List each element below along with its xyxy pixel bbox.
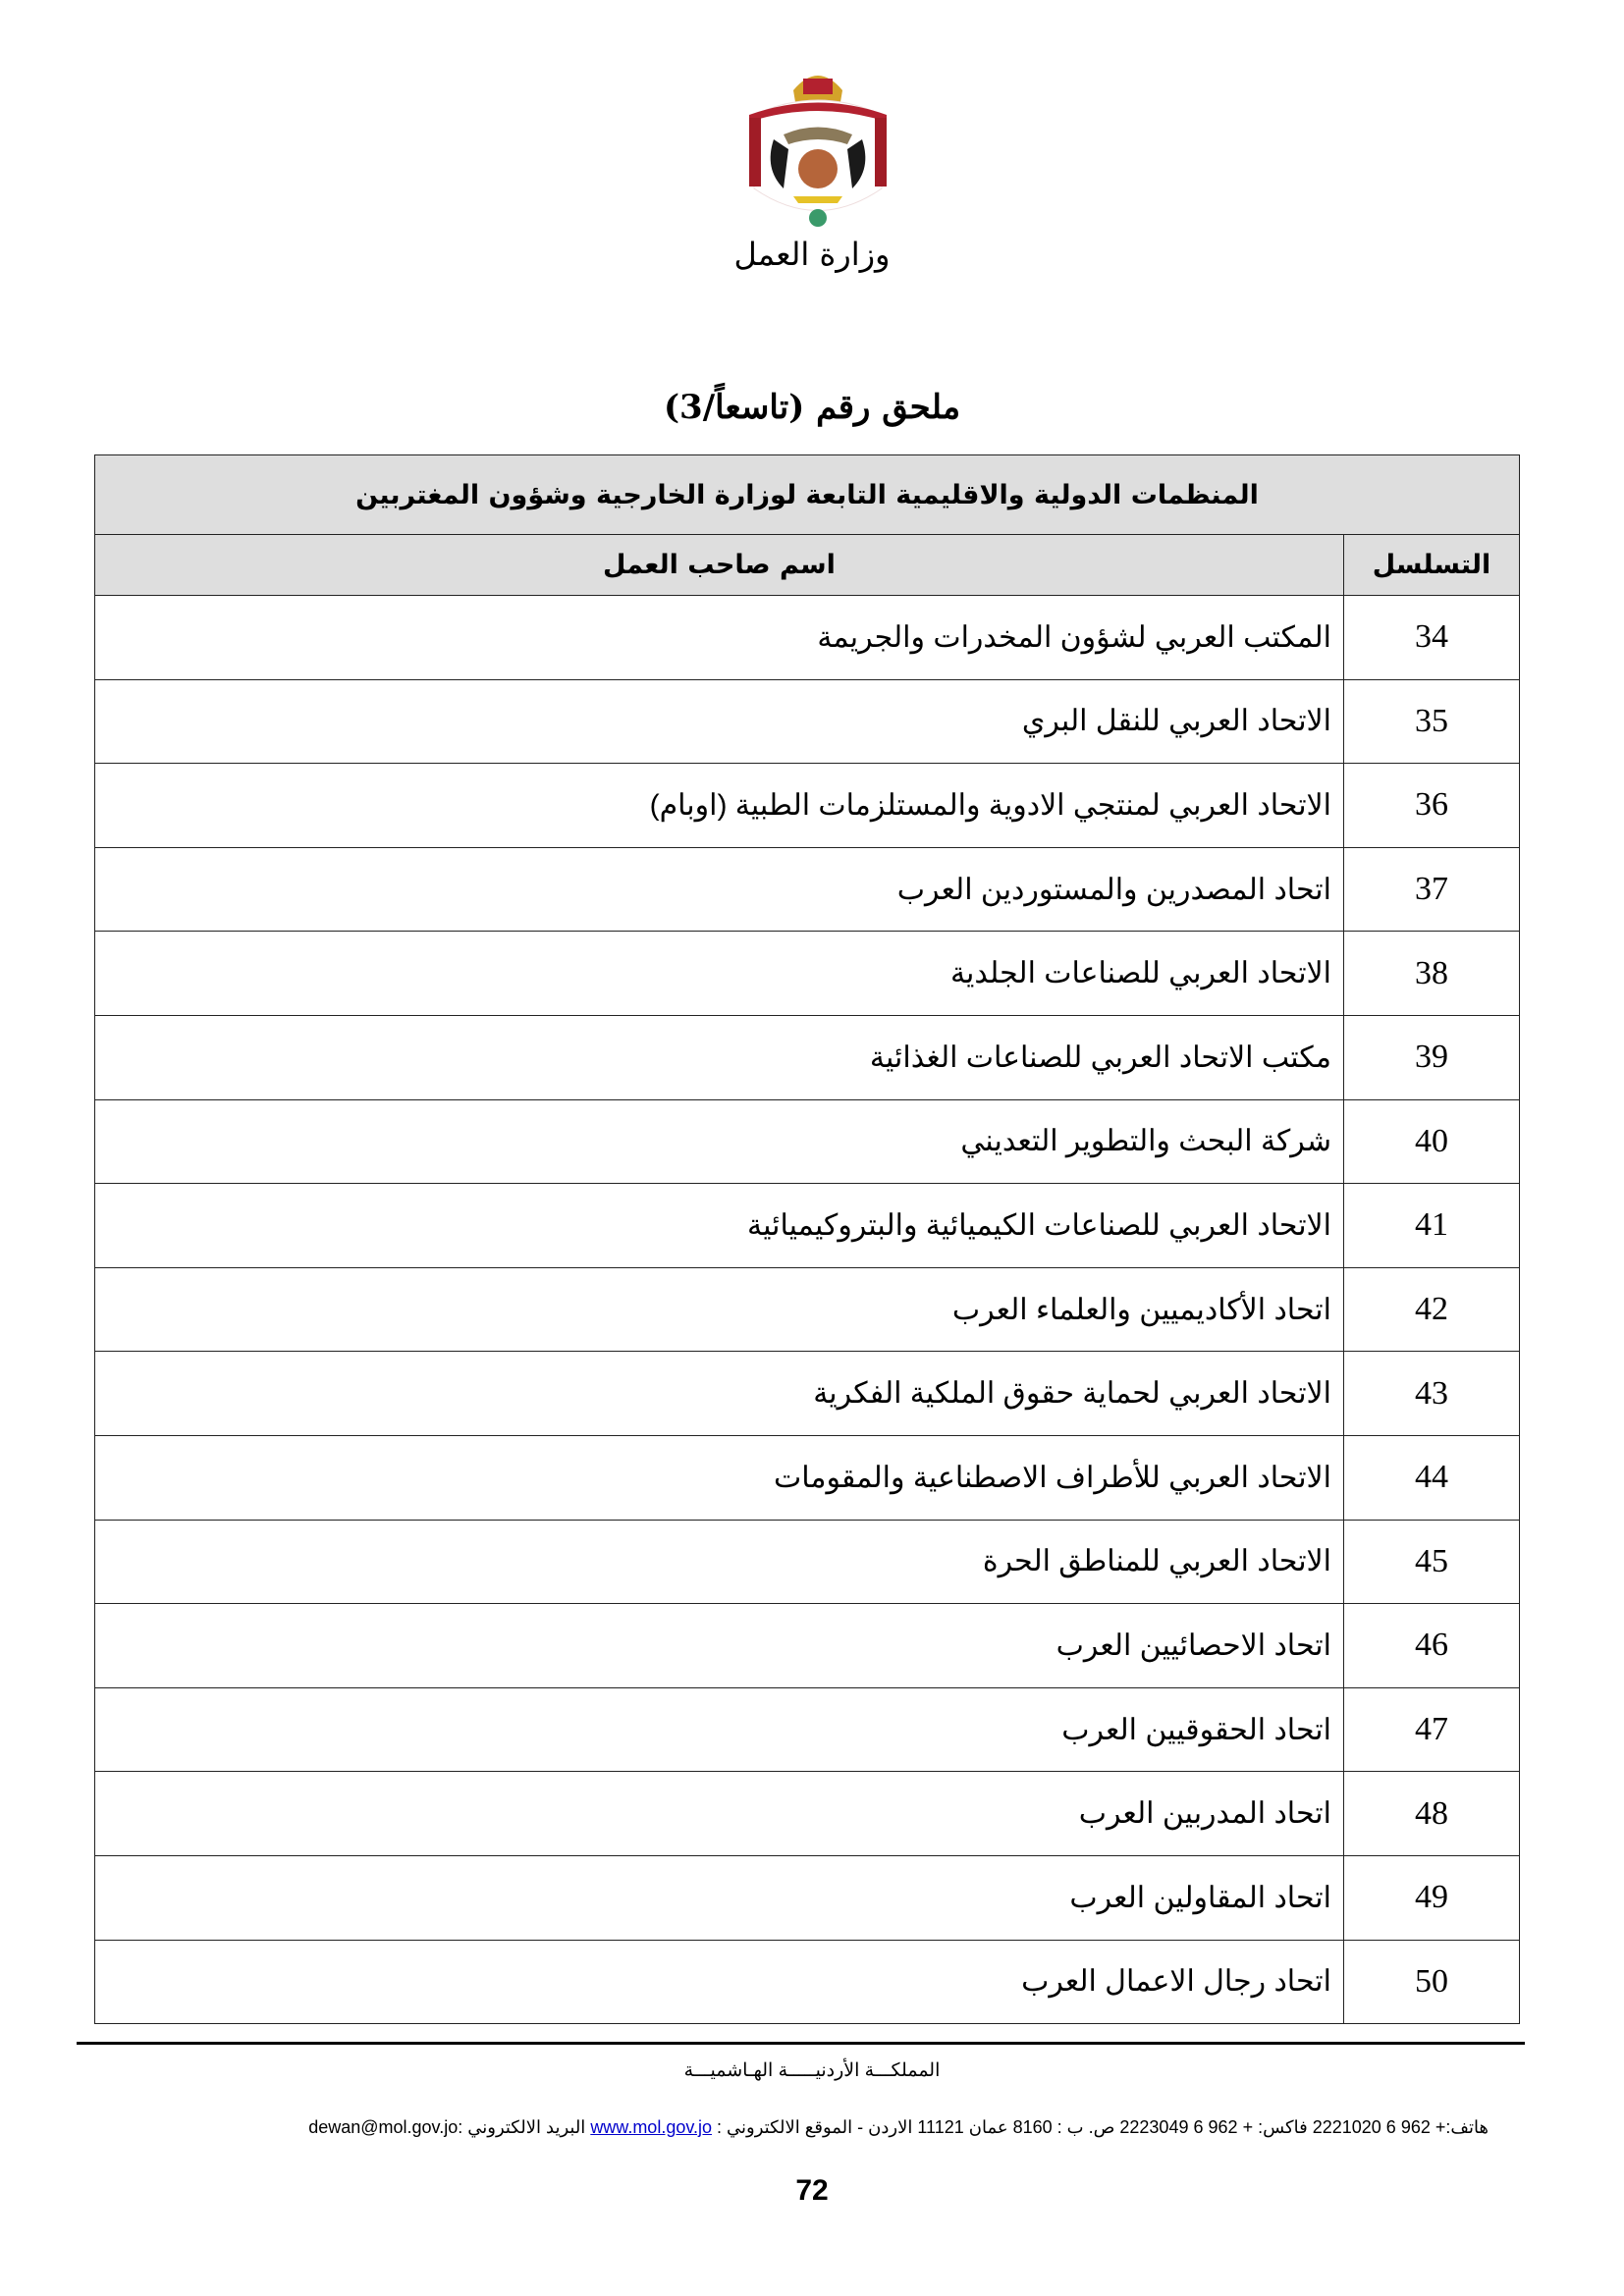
- employer-name-cell: اتحاد المصدرين والمستوردين العرب: [95, 847, 1344, 932]
- serial-cell: 34: [1344, 596, 1520, 680]
- employer-name-cell: الاتحاد العربي لحماية حقوق الملكية الفكرية: [95, 1352, 1344, 1436]
- serial-cell: 40: [1344, 1099, 1520, 1184]
- table-row: [95, 1352, 1520, 1436]
- annex-title: ملحق رقم (تاسعاً/3): [663, 388, 961, 427]
- jordan-coat-of-arms-emblem: [734, 61, 901, 238]
- serial-cell: 44: [1344, 1435, 1520, 1520]
- serial-cell: 39: [1344, 1015, 1520, 1099]
- table-row: [95, 1772, 1520, 1856]
- table-row: [95, 764, 1520, 848]
- table-row: [95, 1015, 1520, 1099]
- employer-name-cell: الاتحاد العربي للنقل البري: [95, 679, 1344, 764]
- employer-name-cell: الاتحاد العربي لمنتجي الادوية والمستلزمات الطبية (اوبام): [95, 764, 1344, 848]
- table-row: [95, 1099, 1520, 1184]
- table-row: [95, 1604, 1520, 1688]
- serial-cell: 35: [1344, 679, 1520, 764]
- employer-name-cell: اتحاد الاحصائيين العرب: [95, 1604, 1344, 1688]
- table-row: [95, 596, 1520, 680]
- ministry-name: وزارة العمل: [733, 236, 891, 273]
- employer-name-cell: الاتحاد العربي للصناعات الكيميائية والبتروكيميائية: [95, 1184, 1344, 1268]
- table-row: [95, 932, 1520, 1016]
- employer-name-cell: اتحاد رجال الاعمال العرب: [95, 1940, 1344, 2024]
- serial-cell: 42: [1344, 1267, 1520, 1352]
- serial-cell: 45: [1344, 1520, 1520, 1604]
- organizations-table: [94, 454, 1520, 2024]
- footer-kingdom: المملكـــة الأردنيـــــة الهـاشميـــة: [683, 2060, 941, 2081]
- employer-name-cell: المكتب العربي لشؤون المخدرات والجريمة: [95, 596, 1344, 680]
- employer-name-cell: الاتحاد العربي للأطراف الاصطناعية والمقومات: [95, 1435, 1344, 1520]
- column-header-name: اسم صاحب العمل: [95, 535, 1344, 596]
- serial-cell: 47: [1344, 1687, 1520, 1772]
- contact-email: البريد الالكتروني :dewan@mol.gov.jo: [308, 2117, 591, 2137]
- column-header-serial: التسلسل: [1344, 535, 1520, 596]
- website-link[interactable]: www.mol.gov.jo: [590, 2117, 713, 2137]
- serial-cell: 36: [1344, 764, 1520, 848]
- employer-name-cell: الاتحاد العربي للمناطق الحرة: [95, 1520, 1344, 1604]
- footer-divider: [77, 2042, 1525, 2045]
- serial-cell: 50: [1344, 1940, 1520, 2024]
- serial-cell: 37: [1344, 847, 1520, 932]
- contact-phone-fax-address: هاتف:+ 962 6 2221020 فاكس: + 962 6 2223049 ص. ب : 8160 عمان 11121 الاردن - الموقع الالكتروني :: [712, 2117, 1489, 2137]
- table-row: [95, 1184, 1520, 1268]
- table-row: [95, 847, 1520, 932]
- table-row: [95, 1940, 1520, 2024]
- serial-cell: 48: [1344, 1772, 1520, 1856]
- table-row: [95, 1267, 1520, 1352]
- serial-cell: 43: [1344, 1352, 1520, 1436]
- serial-cell: 49: [1344, 1855, 1520, 1940]
- table-row: [95, 1687, 1520, 1772]
- page-number: 72: [795, 2174, 829, 2207]
- table-row: [95, 1855, 1520, 1940]
- employer-name-cell: مكتب الاتحاد العربي للصناعات الغذائية: [95, 1015, 1344, 1099]
- footer-contact: [308, 2117, 1489, 2138]
- serial-cell: 41: [1344, 1184, 1520, 1268]
- employer-name-cell: اتحاد المقاولين العرب: [95, 1855, 1344, 1940]
- employer-name-cell: شركة البحث والتطوير التعديني: [95, 1099, 1344, 1184]
- employer-name-cell: اتحاد المدربين العرب: [95, 1772, 1344, 1856]
- employer-name-cell: اتحاد الحقوقيين العرب: [95, 1687, 1344, 1772]
- employer-name-cell: اتحاد الأكاديميين والعلماء العرب: [95, 1267, 1344, 1352]
- table-row: [95, 679, 1520, 764]
- table-row: [95, 1435, 1520, 1520]
- serial-cell: 46: [1344, 1604, 1520, 1688]
- table-title: المنظمات الدولية والاقليمية التابعة لوزارة الخارجية وشؤون المغتربين: [95, 455, 1520, 535]
- serial-cell: 38: [1344, 932, 1520, 1016]
- employer-name-cell: الاتحاد العربي للصناعات الجلدية: [95, 932, 1344, 1016]
- table-row: [95, 1520, 1520, 1604]
